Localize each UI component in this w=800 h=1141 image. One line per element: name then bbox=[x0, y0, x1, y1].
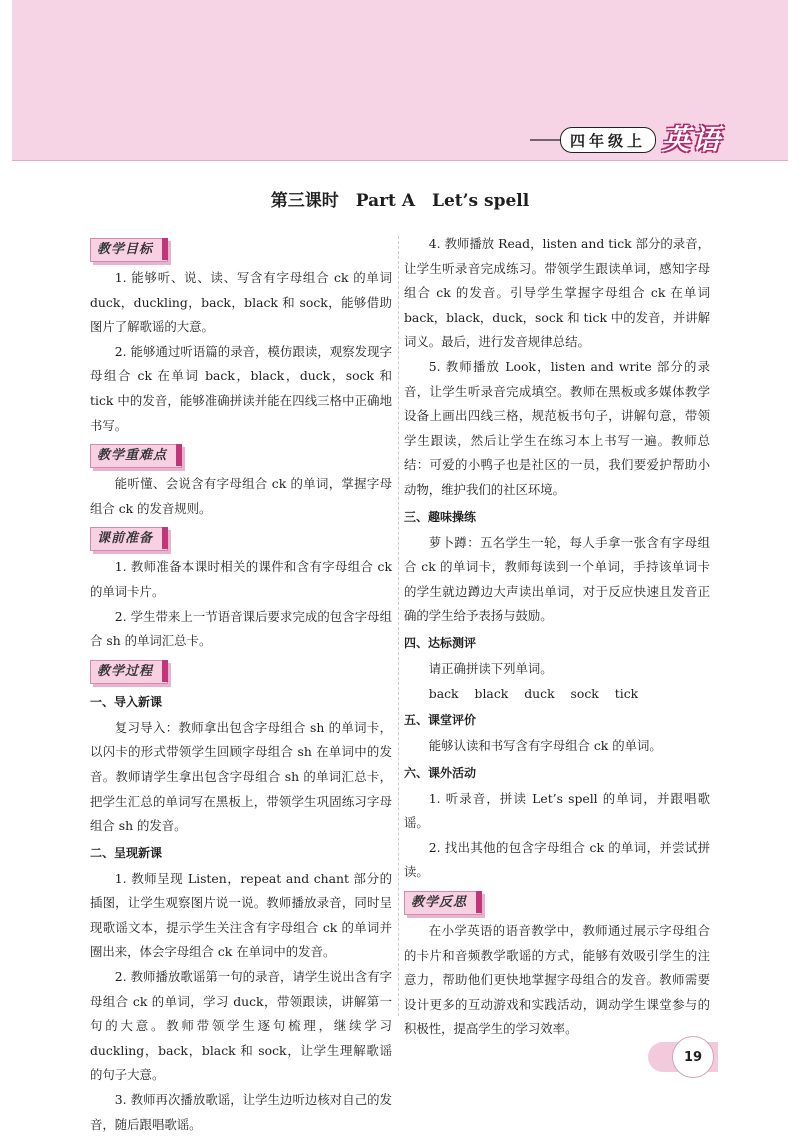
word-item: black bbox=[474, 685, 509, 701]
reflection-text: 在小学英语的语音教学中，教师通过展示字母组合的卡片和音频教学歌谣的方式，能够有效吸引学生的注意力，帮助他们更快地掌握字母组合的发音。教师需要设计更多的互动游戏和实践活动，调动学生课堂参与的积极性，提高学生的学习效率。 bbox=[404, 923, 710, 1037]
section-heading-key-points bbox=[90, 444, 182, 468]
objective-item: 1. 能够听、说、读、写含有字母组合 ck 的单词 duck，duckling，back，black 和 sock，能够借助图片了解歌谣的大意。 bbox=[90, 270, 392, 335]
lesson-title: 第三课时 Part A Let’s spell bbox=[270, 191, 530, 211]
page-number: 19 bbox=[672, 1036, 714, 1078]
presentation-step: 3. 教师再次播放歌谣，让学生边听边核对自己的发音，随后跟唱歌谣。 bbox=[90, 1092, 392, 1132]
section-heading-objectives bbox=[90, 238, 168, 262]
section-heading-label: 课前准备 bbox=[97, 531, 154, 547]
subsection-title-evaluation: 五、课堂评价 bbox=[404, 713, 477, 728]
preparation-item: 2. 学生带来上一节语音课后要求完成的包含字母组合 sh 的单词汇总卡。 bbox=[90, 608, 392, 649]
subsection-title-practice: 三、趣味操练 bbox=[404, 509, 477, 524]
homework-item: 2. 找出其他的包含字母组合 ck 的单词，并尝试拼读。 bbox=[404, 839, 710, 880]
section-heading-label: 教学目标 bbox=[97, 242, 154, 257]
key-points-text: 能听懂、会说含有字母组合 ck 的单词，掌握字母组合 ck 的发音规则。 bbox=[90, 476, 392, 516]
preparation-item: 1. 教师准备本课时相关的课件和含有字母组合 ck 的单词卡片。 bbox=[90, 559, 392, 599]
section-heading-label: 教学重难点 bbox=[97, 448, 168, 464]
presentation-step: 1. 教师呈现 Listen，repeat and chant 部分的插图，让学生观察图片说一说。教师播放录音，同时呈现歌谣文本，提示学生关注含有字母组合 ck 的单词并圈出来，体会字母组合 ck 在单词中的发音。 bbox=[90, 870, 392, 960]
intro-text: 复习导入：教师拿出包含字母组合 sh 的单词卡，以闪卡的形式带领学生回顾字母组合 sh 在单词中的发音。教师请学生拿出包含字母组合 sh 的单词汇总卡，把学生汇总的单词写在黑板上，带领学生巩固练习字母组合 sh 的发音。 bbox=[90, 719, 392, 834]
word-item: back bbox=[428, 685, 459, 701]
heading-corner-mark bbox=[162, 527, 168, 549]
section-heading-label: 教学反思 bbox=[411, 895, 468, 911]
heading-corner-mark bbox=[162, 660, 168, 682]
practice-text: 萝卜蹲：五名学生一轮，每人手拿一张含有字母组合 ck 的单词卡，教师每读到一个单词，手持该单词卡的学生就边蹲边大声读出单词，对于反应快速且发音正确的学生给予表扬与鼓励。 bbox=[404, 534, 710, 624]
subsection-title-homework: 六、课外活动 bbox=[404, 765, 477, 780]
word-item: tick bbox=[614, 685, 639, 701]
subsection-title-assessment: 四、达标测评 bbox=[404, 635, 477, 650]
word-item: sock bbox=[570, 685, 599, 701]
subsection-title-presentation: 二、呈现新课 bbox=[90, 845, 163, 860]
section-heading-reflection bbox=[404, 891, 482, 915]
word-item: duck bbox=[524, 685, 555, 701]
presentation-step: 2. 教师播放歌谣第一句的录音，请学生说出含有字母组合 ck 的单词，学习 duck，带领跟读，讲解第一句的大意。教师带领学生逐句梳理，继续学习 duckling，back，black 和 sock，让学生理解歌谣的句子大意。 bbox=[90, 969, 392, 1083]
heading-corner-mark bbox=[176, 444, 182, 466]
subject-label: 英语 bbox=[662, 123, 723, 156]
grade-label: 四年级上 bbox=[560, 127, 656, 153]
objective-item: 2. 能够通过听语篇的录音，模仿跟读，观察发现字母组合 ck 在单词 back，black，duck，sock 和 tick 中的发音，能够准确拼读并能在四线三格中正确地书写。 bbox=[90, 343, 392, 433]
page-number-badge bbox=[648, 1030, 718, 1086]
section-heading-preparation bbox=[90, 527, 168, 551]
section-heading-label: 教学过程 bbox=[97, 663, 154, 679]
right-column bbox=[404, 232, 710, 1042]
subsection-title-intro: 一、导入新课 bbox=[90, 694, 163, 709]
presentation-step: 5. 教师播放 Look，listen and write 部分的录音，让学生听录音完成填空。教师在黑板或多媒体教学设备上画出四线三格，规范板书句子，讲解句意，带领学生跟读，然后让学生在练习本上书写一遍。教师总结：可爱的小鸭子也是社区的一员，我们要爱护帮助小动物，维护我们的社区环境。 bbox=[404, 358, 710, 497]
presentation-step: 4. 教师播放 Read，listen and tick 部分的录音，让学生听录音完成练习。带领学生跟读单词，感知字母组合 ck 的发音。引导学生掌握字母组合 ck 在单词 back，black，duck，sock 和 tick 中的发音，并讲解词义。最后，进行发音规律总结。 bbox=[404, 236, 711, 350]
section-heading-process bbox=[90, 660, 168, 684]
assessment-text: 请正确拼读下列单词。 bbox=[428, 660, 553, 676]
assessment-word-list bbox=[404, 682, 710, 707]
homework-item: 1. 听录音，拼读 Let’s spell 的单词，并跟唱歌谣。 bbox=[404, 790, 710, 831]
column-divider bbox=[398, 236, 399, 1016]
left-column bbox=[90, 232, 392, 1137]
evaluation-text: 能够认读和书写含有字母组合 ck 的单词。 bbox=[428, 738, 662, 754]
heading-corner-mark bbox=[162, 238, 168, 260]
heading-corner-mark bbox=[476, 891, 482, 913]
